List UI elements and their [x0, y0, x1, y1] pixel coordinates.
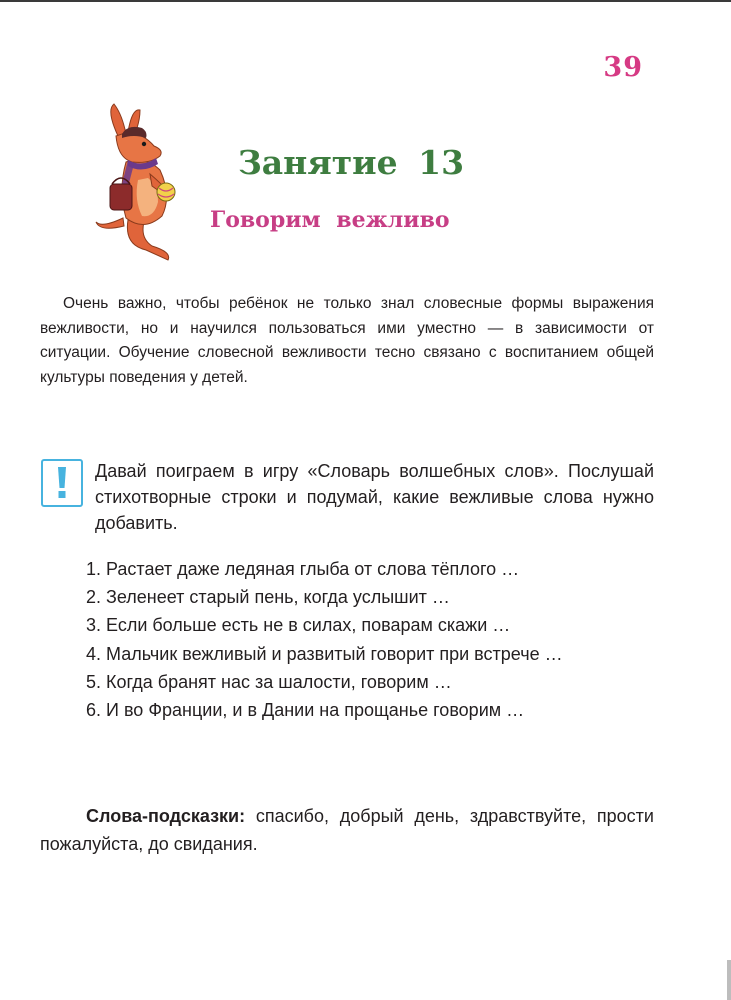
list-item: 1. Растает даже ледяная глыба от слова тёплого … [86, 559, 520, 579]
hints-text: спасибо, добрый день, здравствуйте, прости пожалуйста, до свидания. [40, 806, 654, 854]
page-top-edge [0, 0, 731, 2]
list-item: 5. Когда бранят нас за шалости, говорим … [86, 671, 452, 692]
list-item: 4. Мальчик вежливый и развитый говорит при встрече … [86, 643, 563, 664]
list-item: 2. Зеленеет старый пень, когда услышит … [86, 587, 450, 608]
lesson-subtitle: Говорим вежливо [210, 207, 450, 233]
page-number: 39 [603, 52, 643, 83]
exclamation-icon [56, 467, 68, 499]
word-hints [40, 802, 654, 858]
page-edge-mark [727, 960, 731, 1000]
list-item: 3. Если больше есть не в силах, поварам скажи … [86, 615, 511, 636]
attention-box [41, 459, 83, 507]
kangaroo-illustration [88, 100, 198, 270]
list-item: 6. И во Франции, и в Дании на прощанье говорим … [86, 700, 525, 721]
hints-label: Слова-подсказки: [86, 806, 246, 826]
lesson-title: Занятие 13 [238, 143, 465, 182]
teacher-note: Очень важно, чтобы ребёнок не только знал словесные формы выражения вежливости, но и научился пользоваться ими уместно — в зависимости от ситуации. Обучение словесной вежливости тесно связано с воспитанием общей культуры поведения у детей. [40, 295, 654, 386]
poem-lines-list [40, 555, 654, 724]
task-instruction: Давай поиграем в игру «Словарь волшебных слов». Послушай стихотворные строки и подумай, какие вежливые слова нужно добавить. [95, 461, 654, 533]
